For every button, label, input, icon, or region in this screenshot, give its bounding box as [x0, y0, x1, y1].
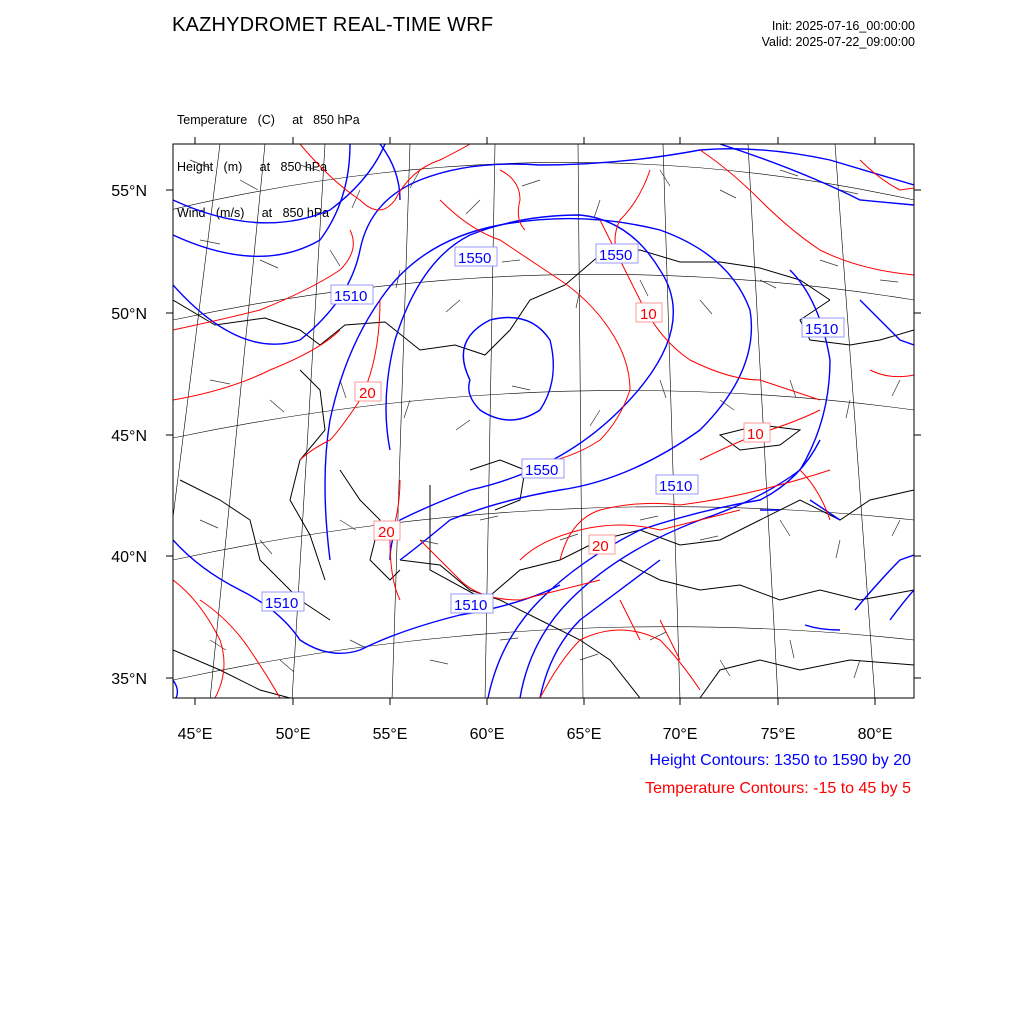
lat-label: 55°N [111, 183, 147, 200]
lat-label: 35°N [111, 671, 147, 688]
lat-label: 50°N [111, 306, 147, 323]
height-label: 1550 [599, 247, 633, 264]
init-time: Init: 2025-07-16_00:00:00 [771, 19, 915, 33]
height-label: 1550 [458, 250, 492, 267]
lon-label: 80°E [857, 726, 893, 743]
lon-label: 50°E [275, 726, 311, 743]
lon-label: 60°E [469, 726, 505, 743]
field-height: Height (m) at 850 hPa [177, 159, 328, 174]
temperature-label: 20 [378, 524, 395, 541]
field-temperature: Temperature (C) at 850 hPa [177, 113, 360, 127]
height-label: 1510 [265, 595, 299, 612]
height-label: 1510 [334, 288, 368, 305]
lon-label: 55°E [372, 726, 408, 743]
temperature-label: 20 [592, 538, 609, 555]
lon-label: 65°E [566, 726, 602, 743]
lon-label: 70°E [662, 726, 698, 743]
lat-label: 40°N [111, 549, 147, 566]
temperature-label: 10 [747, 426, 764, 443]
height-contours [173, 144, 914, 698]
lat-label: 45°N [111, 428, 147, 445]
graticule [150, 144, 914, 700]
lon-label: 45°E [177, 726, 213, 743]
temperature-contours [173, 144, 914, 698]
height-label: 1510 [659, 478, 693, 495]
field-wind: Wind (m/s) at 850 hPa [177, 206, 330, 220]
latitude-labels [111, 183, 147, 688]
height-label: 1510 [454, 597, 488, 614]
valid-time: Valid: 2025-07-22_09:00:00 [761, 35, 915, 49]
temperature-contour-legend: Temperature Contours: -15 to 45 by 5 [645, 780, 911, 797]
longitude-labels [178, 726, 893, 743]
height-label: 1510 [805, 321, 839, 338]
height-label: 1550 [525, 462, 559, 479]
lon-label: 75°E [760, 726, 796, 743]
height-contour-legend: Height Contours: 1350 to 1590 by 20 [649, 752, 911, 769]
temperature-label: 20 [359, 385, 376, 402]
plot-frame [173, 144, 914, 698]
map-title: KAZHYDROMET REAL-TIME WRF [172, 14, 494, 36]
temperature-label: 10 [640, 306, 657, 323]
